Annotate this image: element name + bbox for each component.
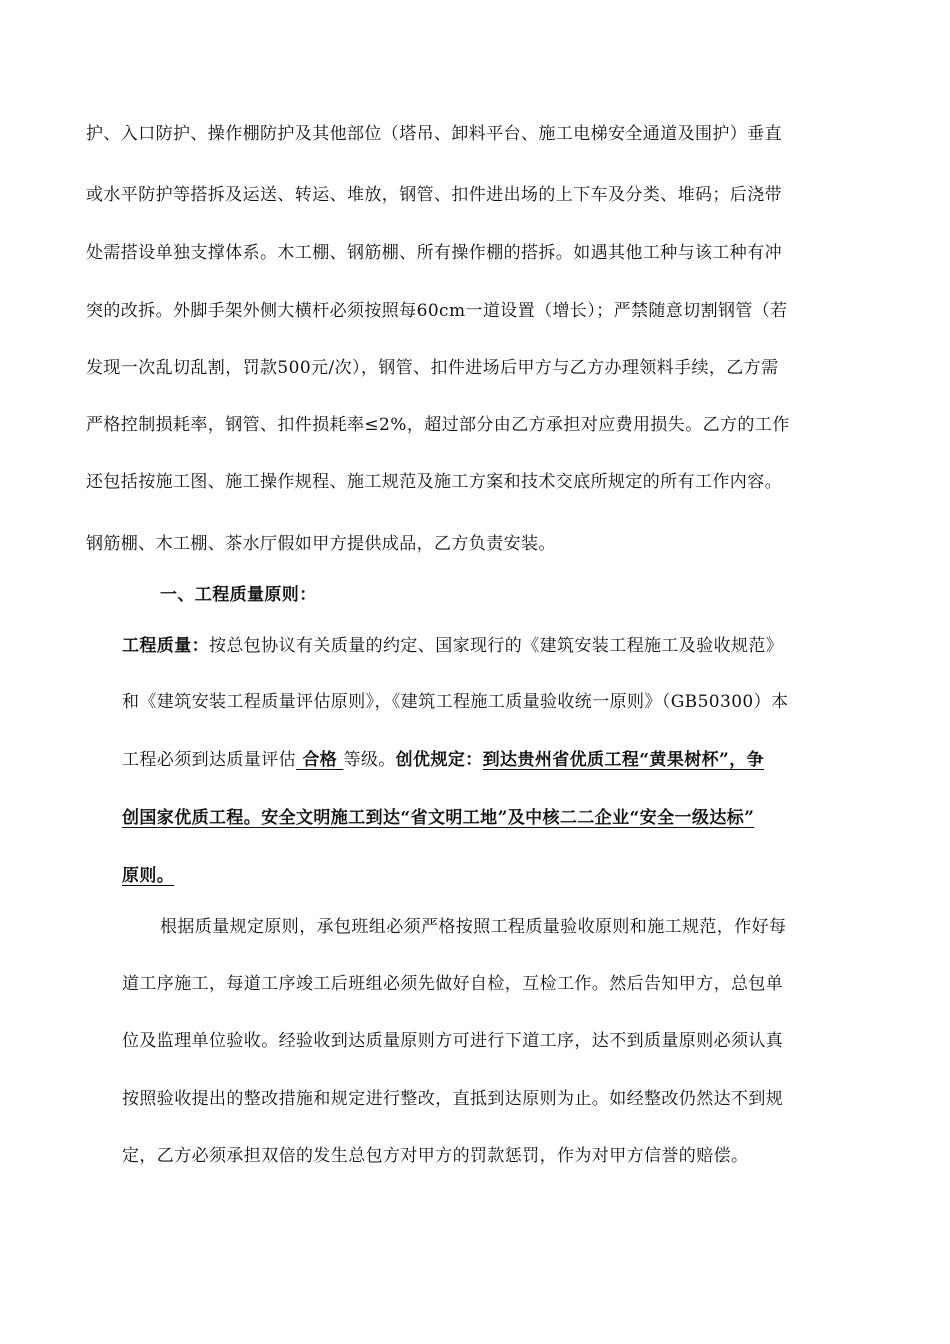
paragraph-line: 按照验收提出的整改措施和规定进行整改，直抵到达原则为止。如经整改仍然达不到规	[122, 1089, 784, 1109]
paragraph-line: 根据质量规定原则，承包班组必须严格按照工程质量验收原则和施工规范，作好每	[160, 917, 787, 937]
paragraph-line: 还包括按施工图、施工操作规程、施工规范及施工方案和技术交底所规定的所有工作内容。	[86, 472, 782, 492]
quality-grade: 合格	[296, 750, 344, 770]
paragraph-line: 严格控制损耗率，钢管、扣件损耗率≤2%，超过部分由乙方承担对应费用损失。乙方的工作	[86, 415, 790, 435]
section-heading: 一、工程质量原则：	[160, 585, 317, 605]
quality-line-1	[122, 632, 866, 660]
quality-label: 工程质量：	[122, 636, 209, 656]
excellence-label: 创优规定：	[395, 750, 483, 770]
quality-line-2: 和《建筑安装工程质量评估原则》，《建筑工程施工质量验收统一原则》（GB50300）本	[122, 692, 789, 712]
paragraph-line: 护、入口防护、操作棚防护及其他部位（塔吊、卸料平台、施工电梯安全通道及围护）垂直	[86, 124, 782, 144]
quality-line-3	[122, 746, 866, 774]
quality-line3-pre: 工程必须到达质量评估	[122, 750, 296, 770]
quality-text: 按总包协议有关质量的约定、国家现行的《建筑安装工程施工及验收规范》	[209, 636, 784, 656]
excellence-text-1: 到达贵州省优质工程“黄果树杯”，争	[482, 750, 764, 770]
paragraph-line: 钢筋棚、木工棚、茶水厅假如甲方提供成品，乙方负责安装。	[86, 534, 556, 554]
quality-line3-post: 等级。	[343, 750, 396, 770]
paragraph-line: 定，乙方必须承担双倍的发生总包方对甲方的罚款惩罚，作为对甲方信誉的赔偿。	[122, 1146, 749, 1166]
paragraph-line: 发现一次乱切乱割，罚款500元/次），钢管、扣件进场后甲方与乙方办理领料手续，乙方需	[86, 358, 779, 378]
paragraph-line: 或水平防护等搭拆及运送、转运、堆放，钢管、扣件进出场的上下车及分类、堆码；后浇带	[86, 185, 782, 205]
paragraph-line: 道工序施工，每道工序竣工后班组必须先做好自检，互检工作。然后告知甲方，总包单	[122, 974, 784, 994]
excellence-text-3: 原则。	[122, 866, 175, 886]
paragraph-line: 处需搭设单独支撑体系。木工棚、钢筋棚、所有操作棚的搭拆。如遇其他工种与该工种有冲	[86, 243, 782, 263]
paragraph-line: 突的改拆。外脚手架外侧大横杆必须按照每60cm一道设置（增长）；严禁随意切割钢管（若	[86, 301, 788, 321]
excellence-text-2: 创国家优质工程。安全文明施工到达“省文明工地”及中核二二企业“安全一级达标”	[122, 808, 755, 828]
paragraph-line: 位及监理单位验收。经验收到达质量原则方可进行下道工序，达不到质量原则必须认真	[122, 1031, 784, 1051]
